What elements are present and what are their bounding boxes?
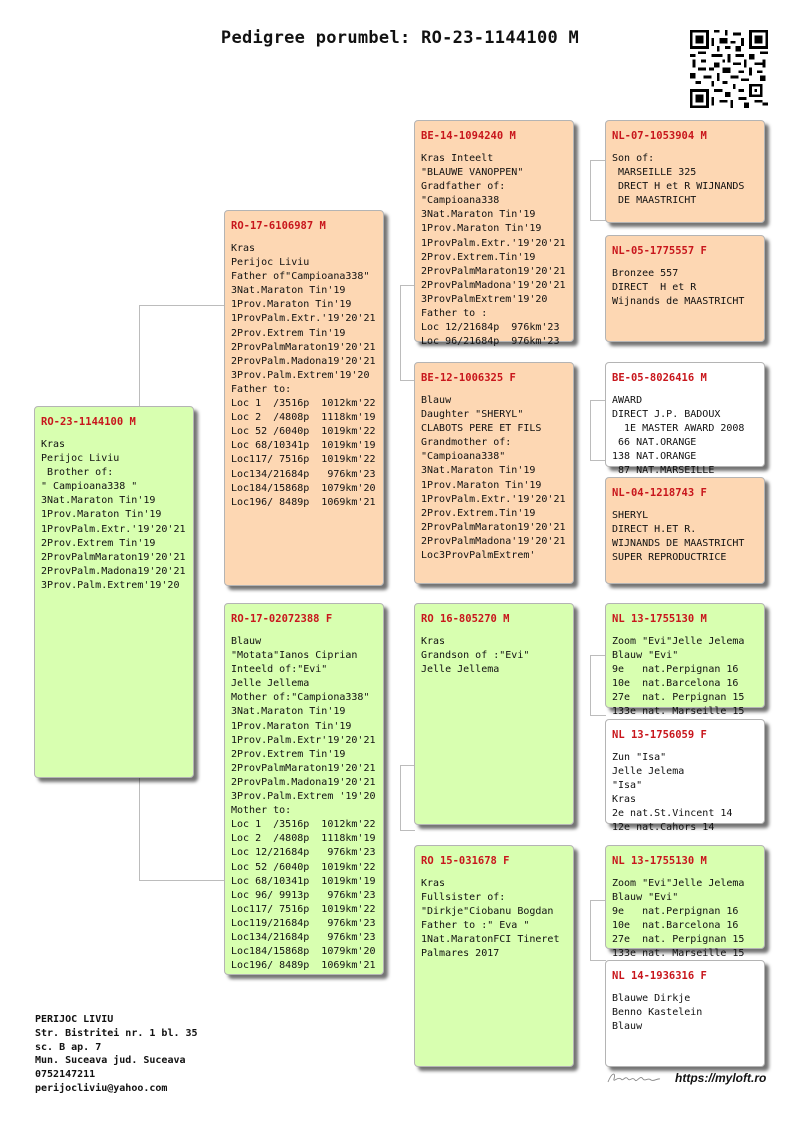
pedigree-line: 3Prov.Palm.Extrem'19'20 — [41, 579, 180, 591]
pedigree-line: Blauw "Evi" — [612, 892, 679, 904]
pigeon-card-ggf-2[interactable] — [605, 362, 765, 477]
connector-line — [590, 960, 606, 961]
pedigree-line: Inteeld of:"Evi" — [231, 664, 328, 676]
owner-contact — [35, 1013, 198, 1096]
pedigree-line: DIRECT H.ET R. — [612, 524, 697, 536]
pedigree-line: Blauw "Evi" — [612, 650, 679, 662]
pedigree-line: 1Prov.Maraton Tin'19 — [41, 509, 162, 521]
pedigree-line: Benno Kastelein — [612, 1007, 703, 1019]
pigeon-card-ggm-2[interactable] — [605, 477, 765, 584]
pedigree-line: 2Prov.Extrem.Tin'19 — [421, 251, 536, 263]
owner-email[interactable]: perijocliviu@yahoo.com — [35, 1082, 168, 1094]
pedigree-line: Loc134/21684p 976km'23 — [231, 468, 376, 480]
pedigree-line: Jelle Jellema — [231, 678, 310, 690]
pedigree-line: 9e nat.Perpignan 16 — [612, 664, 739, 676]
owner-phone: 0752147211 — [35, 1069, 96, 1081]
pedigree-line: Blauwe Dirkje — [612, 993, 691, 1004]
pedigree-line: Father to: — [231, 383, 292, 395]
pedigree-line: Loc 96/21684p 976km'23 — [421, 336, 560, 348]
ring-number: NL 13-1755130 M — [612, 855, 707, 867]
connector-line — [400, 285, 401, 380]
pedigree-line: Loc 1 /3516p 1012km'22 — [231, 398, 376, 410]
pedigree-line: Zun "Isa" — [612, 752, 667, 763]
pedigree-line: Wijnands de MAASTRICHT — [612, 296, 745, 308]
pigeon-card-paternal-grandfather[interactable] — [414, 120, 574, 348]
pedigree-line: 2ProvPalmMaraton19'20'21 — [421, 521, 566, 533]
connector-line — [590, 460, 606, 461]
pedigree-line: 27e nat. Perpignan 15 — [612, 934, 745, 946]
pedigree-line: 2ProvPalmMaraton19'20'21 — [421, 265, 566, 277]
pedigree-line: Loc3ProvPalmExtrem' — [421, 550, 536, 562]
pedigree-line: Zoom "Evi"Jelle Jelema — [612, 878, 745, 889]
pedigree-line: DRECT H et R WIJNANDS — [612, 181, 745, 193]
pedigree-line: 3Nat.Maraton Tin'19 — [231, 285, 346, 297]
pedigree-line: 2ProvPalmMaraton19'20'21 — [231, 341, 376, 353]
connector-line — [590, 900, 606, 901]
pedigree-line: Father of"Campioana338" — [231, 271, 370, 283]
pedigree-line: 66 NAT.ORANGE — [612, 437, 697, 449]
connector-line — [590, 160, 606, 161]
pedigree-line: Kras — [41, 439, 66, 450]
pedigree-line: 3Nat.Maraton Tin'19 — [421, 465, 536, 477]
connector-line — [400, 765, 415, 766]
pedigree-line: 1Prov.Maraton Tin'19 — [231, 299, 352, 311]
ring-number: RO 16-805270 M — [421, 613, 510, 625]
connector-line — [400, 830, 415, 831]
pedigree-line: Perijoc Liviu — [41, 453, 120, 465]
pedigree-line: 1Prov.Maraton Tin'19 — [421, 223, 542, 235]
pedigree-line: Bronzee 557 — [612, 268, 679, 279]
connector-line — [590, 655, 606, 656]
pedigree-line: 3Prov.Palm.Extrem'19'20 — [231, 369, 370, 381]
pedigree-line: 2ProvPalm.Madona19'20'21 — [231, 355, 376, 367]
pedigree-line: 87 NAT.MARSEILLE — [612, 465, 715, 477]
pedigree-line: Loc 2 /4808p 1118km'19 — [231, 833, 376, 845]
pedigree-line: Loc196/ 8489p 1069km'21 — [231, 496, 376, 508]
pedigree-line: 2Prov.Extrem Tin'19 — [231, 748, 346, 760]
pedigree-line: 1ProvPalm.Extr.'19'20'21 — [421, 237, 566, 249]
pedigree-line: 27e nat. Perpignan 15 — [612, 692, 745, 704]
pedigree-line: Kras — [421, 636, 446, 647]
pigeon-card-mother[interactable] — [224, 603, 384, 975]
pedigree-line: Son of: — [612, 153, 655, 164]
pedigree-line: Father to : — [421, 308, 488, 320]
owner-address: sc. B ap. 7 — [35, 1041, 102, 1053]
pedigree-line: Father to :" Eva " — [421, 920, 530, 932]
pedigree-line: 2ProvPalm.Madona19'20'21 — [41, 565, 186, 577]
connector-line — [400, 765, 401, 830]
pedigree-line: Jelle Jelema — [612, 766, 685, 778]
ring-number: BE-12-1006325 F — [421, 372, 516, 384]
qr-code-icon — [690, 30, 768, 108]
pedigree-line: Loc 1 /3516p 1012km'22 — [231, 819, 376, 831]
pedigree-line: Kras — [612, 794, 637, 806]
pedigree-line: Loc 2 /4808p 1118km'19 — [231, 412, 376, 424]
pedigree-line: 2Prov.Extrem Tin'19 — [41, 537, 156, 549]
pedigree-line: 10e nat.Barcelona 16 — [612, 678, 739, 690]
pigeon-card-ggf-1[interactable] — [605, 120, 765, 223]
pedigree-line: Loc 68/10341p 1019km'19 — [231, 440, 376, 452]
ring-number: RO-17-6106987 M — [231, 220, 326, 232]
pedigree-line: 3Nat.Maraton Tin'19 — [421, 209, 536, 221]
pedigree-line: 3Nat.Maraton Tin'19 — [231, 706, 346, 718]
connector-line — [590, 400, 606, 401]
ring-number: BE-14-1094240 M — [421, 130, 516, 142]
ring-number: RO-17-02072388 F — [231, 613, 333, 625]
pedigree-line: DIRECT J.P. BADOUX — [612, 409, 721, 421]
pedigree-line: "Dirkje"Ciobanu Bogdan — [421, 906, 554, 918]
pedigree-line: Loc 52 /6040p 1019km'22 — [231, 861, 376, 873]
pedigree-line: Mother of:"Campiona338" — [231, 692, 370, 704]
pedigree-line: Loc 12/21684p 976km'23 — [231, 847, 376, 859]
pedigree-line: Jelle Jellema — [421, 664, 500, 676]
pedigree-line: DE MAASTRICHT — [612, 195, 697, 207]
pedigree-line: WIJNANDS DE MAASTRICHT — [612, 538, 745, 550]
pedigree-line: "Campioana338 — [421, 195, 500, 207]
pedigree-line: 9e nat.Perpignan 16 — [612, 906, 739, 918]
pedigree-line: 2ProvPalm.Madona19'20'21 — [231, 776, 376, 788]
pedigree-line: 2ProvPalmMaraton19'20'21 — [231, 762, 376, 774]
pedigree-line: CLABOTS PERE ET FILS — [421, 423, 542, 435]
pedigree-line: 3ProvPalmExtrem'19'20 — [421, 293, 548, 305]
pedigree-line: Blauw — [421, 395, 452, 406]
pedigree-line: Kras Inteelt — [421, 153, 494, 164]
pedigree-line: "BLAUWE VANOPPEN" — [421, 167, 524, 179]
ring-number: NL-04-1218743 F — [612, 487, 707, 499]
ring-number: NL 13-1755130 M — [612, 613, 707, 625]
pedigree-line: 2ProvPalmMadona'19'20'21 — [421, 535, 566, 547]
pedigree-line: Kras — [421, 878, 446, 889]
pedigree-line: Loc196/ 8489p 1069km'21 — [231, 960, 376, 972]
pedigree-line: 3Prov.Palm.Extrem '19'20 — [231, 791, 376, 803]
pedigree-line: Loc119/21684p 976km'23 — [231, 917, 376, 929]
pedigree-line: 2ProvPalmMaraton19'20'21 — [41, 551, 186, 563]
pedigree-line: SUPER REPRODUCTRICE — [612, 552, 727, 564]
pedigree-line: Kras — [231, 243, 256, 254]
connector-line — [400, 380, 415, 381]
pedigree-line: Gradfather of: — [421, 181, 506, 193]
pedigree-line: Mother to: — [231, 805, 292, 817]
pedigree-line: Loc117/ 7516p 1019km'22 — [231, 454, 376, 466]
pigeon-card-maternal-grandfather[interactable] — [414, 603, 574, 825]
pedigree-line: 2Prov.Extrem.Tin'19 — [421, 507, 536, 519]
connector-line — [139, 880, 225, 881]
pedigree-line: 1Prov.Palm.Extr'19'20'21 — [231, 734, 376, 746]
page-title: Pedigree porumbel: RO-23-1144100 M — [220, 28, 580, 48]
connector-line — [400, 285, 415, 286]
pedigree-line: Fullsister of: — [421, 892, 506, 904]
pedigree-line: 2ProvPalmMadona'19'20'21 — [421, 279, 566, 291]
pedigree-line: Loc 52 /6040p 1019km'22 — [231, 426, 376, 438]
pedigree-line: 1ProvPalm.Extr.'19'20'21 — [41, 523, 186, 535]
pigeon-card-ggf-4[interactable] — [605, 845, 765, 960]
pedigree-line: 133e nat. Marseille 15 — [612, 706, 745, 718]
pedigree-line: 133e nat. Marseille 15 — [612, 948, 745, 960]
pedigree-line: Perijoc Liviu — [231, 257, 310, 269]
pedigree-line: SHERYL — [612, 510, 649, 521]
website-link[interactable]: https://myloft.ro — [675, 1071, 767, 1085]
connector-line — [139, 305, 225, 306]
owner-city: Mun. Suceava jud. Suceava — [35, 1055, 186, 1067]
pedigree-line: Loc134/21684p 976km'23 — [231, 931, 376, 943]
pedigree-line: Loc 96/ 9913p 976km'23 — [231, 889, 376, 901]
pedigree-line: 1Prov.Maraton Tin'19 — [231, 720, 352, 732]
pedigree-line: MARSEILLE 325 — [612, 167, 697, 179]
connector-line — [590, 400, 591, 460]
pedigree-line: "Campioana338" — [421, 451, 506, 463]
pedigree-line: Brother of: — [41, 467, 114, 479]
pigeon-card-paternal-grandmother[interactable] — [414, 362, 574, 584]
pigeon-card-maternal-grandmother[interactable] — [414, 845, 574, 1067]
pedigree-line: DIRECT H et R — [612, 282, 697, 294]
pedigree-line: AWARD — [612, 395, 643, 406]
pigeon-card-ggm-4[interactable] — [605, 960, 765, 1067]
connector-line — [139, 305, 140, 407]
pedigree-line: Loc184/15868p 1079km'20 — [231, 482, 376, 494]
pedigree-line: " Campioana338 " — [41, 481, 138, 493]
pigeon-card-subject[interactable] — [34, 406, 194, 778]
pigeon-card-father[interactable] — [224, 210, 384, 586]
pedigree-line: 1ProvPalm.Extr.'19'20'21 — [421, 493, 566, 505]
pedigree-line: 10e nat.Barcelona 16 — [612, 920, 739, 932]
pedigree-line: 1Prov.Maraton Tin'19 — [421, 479, 542, 491]
ring-number: NL 13-1756059 F — [612, 729, 707, 741]
owner-name: PERIJOC LIVIU — [35, 1014, 114, 1025]
pedigree-line: Grandson of :"Evi" — [421, 650, 530, 662]
pedigree-line: "Motata"Ianos Ciprian — [231, 650, 358, 662]
connector-line — [590, 160, 591, 220]
pedigree-line: Loc 12/21684p 976km'23 — [421, 322, 560, 334]
pedigree-line: 12e nat.Cahors 14 — [612, 822, 715, 834]
connector-line — [590, 900, 591, 960]
pigeon-card-ggm-1[interactable] — [605, 235, 765, 342]
pedigree-line: 1E MASTER AWARD 2008 — [612, 423, 745, 435]
ring-number: NL-05-1775557 F — [612, 245, 707, 257]
pedigree-line: 2e nat.St.Vincent 14 — [612, 808, 733, 820]
pedigree-line: Loc 68/10341p 1019km'19 — [231, 875, 376, 887]
ring-number: NL 14-1936316 F — [612, 970, 707, 982]
pedigree-line: Loc184/15868p 1079km'20 — [231, 946, 376, 958]
pedigree-line: 3Nat.Maraton Tin'19 — [41, 495, 156, 507]
pigeon-card-ggm-3[interactable] — [605, 719, 765, 834]
pedigree-line: "Isa" — [612, 780, 643, 792]
pedigree-line: 138 NAT.ORANGE — [612, 451, 697, 463]
pedigree-line: 2Prov.Extrem Tin'19 — [231, 327, 346, 339]
owner-street: Str. Bistritei nr. 1 bl. 35 — [35, 1027, 198, 1039]
pedigree-line: Loc117/ 7516p 1019km'22 — [231, 903, 376, 915]
pedigree-line: Blauw — [612, 1021, 643, 1033]
pedigree-line: 1Nat.MaratonFCI Tineret — [421, 934, 560, 946]
ring-number: RO-23-1144100 M — [41, 416, 136, 428]
ring-number: BE-05-8026416 M — [612, 372, 707, 384]
ring-number: NL-07-1053904 M — [612, 130, 707, 142]
pedigree-line: Grandmother of: — [421, 437, 512, 449]
connector-line — [139, 777, 140, 880]
pedigree-line: Blauw — [231, 636, 262, 647]
connector-line — [590, 220, 606, 221]
pigeon-card-ggf-3[interactable] — [605, 603, 765, 718]
signature-icon — [606, 1070, 662, 1086]
pedigree-line: Daughter "SHERYL" — [421, 409, 524, 421]
pedigree-line: 1ProvPalm.Extr.'19'20'21 — [231, 313, 376, 325]
connector-line — [590, 715, 606, 716]
connector-line — [590, 655, 591, 715]
pedigree-line: Zoom "Evi"Jelle Jelema — [612, 636, 745, 647]
ring-number: RO 15-031678 F — [421, 855, 510, 867]
pedigree-line: Palmares 2017 — [421, 948, 500, 960]
